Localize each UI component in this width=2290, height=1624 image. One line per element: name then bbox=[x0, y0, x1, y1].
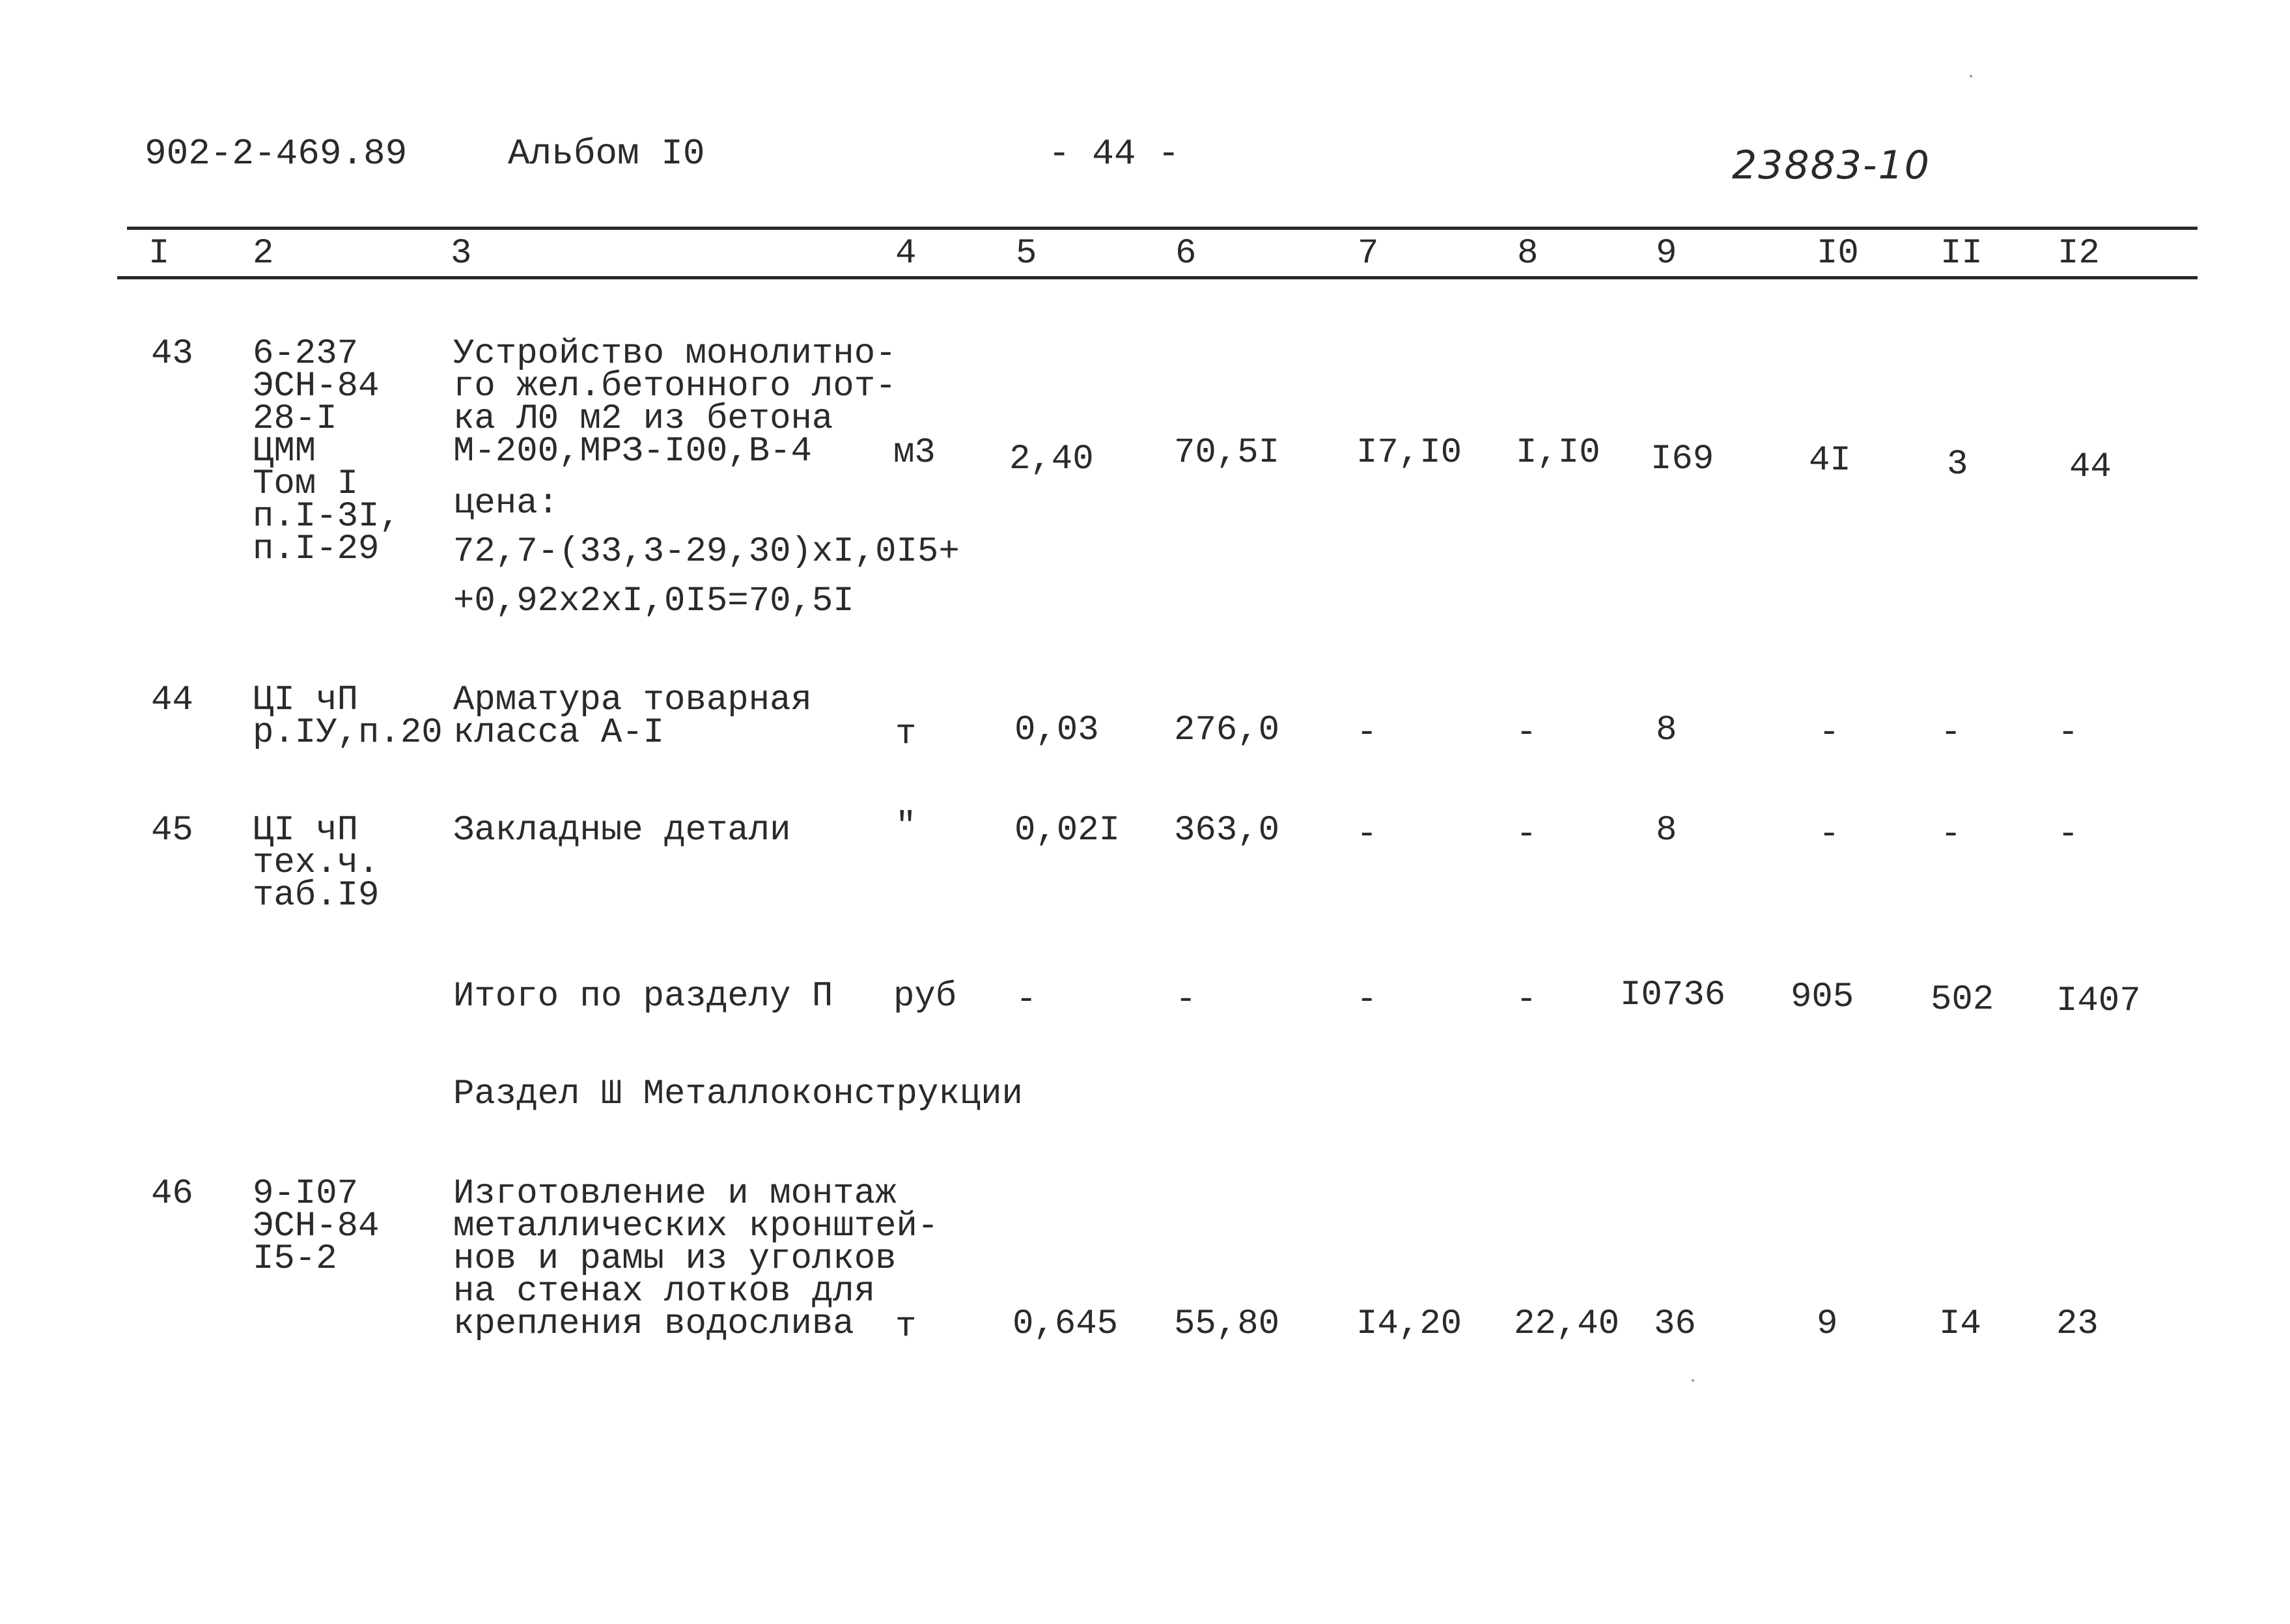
col8-cell: - bbox=[1516, 980, 1537, 1020]
col11-cell: - bbox=[1940, 713, 1962, 753]
quantity-cell: 0,02I bbox=[1014, 811, 1121, 850]
quantity-cell: - bbox=[1016, 980, 1037, 1020]
description-line: Арматура товарная bbox=[453, 680, 812, 720]
unit-price-cell: 55,80 bbox=[1174, 1304, 1280, 1344]
col8-cell: 22,40 bbox=[1514, 1304, 1620, 1344]
col8-cell: - bbox=[1516, 815, 1537, 854]
col11-cell: - bbox=[1940, 815, 1962, 854]
col11-cell: 502 bbox=[1931, 980, 1994, 1020]
code-line: ЦI чП bbox=[253, 680, 359, 720]
description-line: крепления водослива bbox=[453, 1304, 854, 1344]
column-number: 6 bbox=[1175, 234, 1197, 273]
unit-cell: " bbox=[895, 807, 917, 847]
scan-speck bbox=[1692, 1379, 1694, 1382]
description-line: го жел.бетонного лот- bbox=[453, 367, 897, 406]
col10-cell: - bbox=[1819, 815, 1840, 854]
album-label: Альбом I0 bbox=[508, 133, 705, 175]
unit-price-cell: 363,0 bbox=[1174, 811, 1280, 850]
code-line: 9-I07 bbox=[253, 1174, 359, 1214]
description-line: Устройство монолитно- bbox=[453, 334, 897, 374]
code-line: Том I bbox=[253, 464, 359, 504]
col12-cell: 23 bbox=[2056, 1304, 2099, 1344]
column-number: 9 bbox=[1656, 234, 1677, 273]
col7-cell: I7,I0 bbox=[1356, 433, 1462, 473]
unit-cell: т bbox=[895, 1307, 917, 1347]
price-note-line: цена: bbox=[453, 484, 559, 524]
col7-cell: I4,20 bbox=[1356, 1304, 1462, 1344]
description-line: Изготовление и монтаж bbox=[453, 1174, 897, 1214]
column-number: 8 bbox=[1517, 234, 1539, 273]
column-number: 2 bbox=[253, 234, 274, 273]
column-number: 7 bbox=[1358, 234, 1379, 273]
description-line: металлических кронштей- bbox=[453, 1207, 939, 1246]
column-number: II bbox=[1940, 234, 1983, 273]
archive-stamp-number: 23883-10 bbox=[1732, 143, 1931, 188]
column-number: 5 bbox=[1016, 234, 1037, 273]
code-line: таб.I9 bbox=[253, 876, 380, 916]
page-number: - 44 - bbox=[1048, 133, 1180, 175]
unit-cell: руб bbox=[893, 977, 957, 1016]
code-line: ЭСН-84 bbox=[253, 367, 380, 406]
total-cell: 36 bbox=[1654, 1304, 1696, 1344]
code-line: 28-I bbox=[253, 399, 337, 439]
total-cell: I69 bbox=[1651, 440, 1714, 479]
col10-cell: 9 bbox=[1817, 1304, 1838, 1344]
total-cell: 8 bbox=[1656, 811, 1677, 850]
col10-cell: 4I bbox=[1809, 441, 1851, 481]
unit-price-cell: 276,0 bbox=[1174, 710, 1280, 750]
document-code: 902-2-469.89 bbox=[145, 133, 408, 175]
col12-cell: 44 bbox=[2069, 447, 2112, 487]
column-number: I bbox=[148, 234, 170, 273]
code-line: р.IУ,п.20 bbox=[253, 713, 443, 753]
description-line: класса А-I bbox=[453, 713, 665, 753]
quantity-cell: 0,645 bbox=[1012, 1304, 1119, 1344]
column-number: I2 bbox=[2058, 234, 2100, 273]
code-line: ЭСН-84 bbox=[253, 1207, 380, 1246]
quantity-cell: 0,03 bbox=[1014, 710, 1099, 750]
code-line: п.I-3I, bbox=[253, 497, 400, 537]
description-line: М-200,МРЗ-I00,В-4 bbox=[453, 432, 812, 471]
col7-cell: - bbox=[1356, 713, 1378, 753]
row-number: 46 bbox=[151, 1174, 193, 1214]
col10-cell: 905 bbox=[1791, 977, 1854, 1017]
code-line: ЦММ bbox=[253, 432, 316, 471]
price-note-line: +0,92х2хI,0I5=70,5I bbox=[453, 581, 854, 621]
unit-price-cell: - bbox=[1175, 980, 1197, 1020]
scan-speck bbox=[1970, 75, 1972, 77]
header-top-rule bbox=[127, 227, 2198, 230]
col8-cell: I,I0 bbox=[1516, 433, 1600, 473]
unit-cell: т bbox=[895, 714, 917, 754]
code-line: п.I-29 bbox=[253, 529, 380, 569]
col7-cell: - bbox=[1356, 815, 1378, 854]
row-number: 44 bbox=[151, 680, 193, 720]
total-cell: 8 bbox=[1656, 710, 1677, 750]
description-line: ка Л0 м2 из бетона bbox=[453, 399, 833, 439]
code-line: ЦI чП bbox=[253, 811, 359, 850]
col12-cell: I407 bbox=[2056, 981, 2141, 1021]
col11-cell: I4 bbox=[1939, 1304, 1981, 1344]
column-number: 4 bbox=[895, 234, 917, 273]
code-line: I5-2 bbox=[253, 1239, 337, 1279]
col12-cell: - bbox=[2058, 713, 2079, 753]
header-bottom-rule bbox=[117, 276, 2198, 279]
col10-cell: - bbox=[1819, 713, 1840, 753]
total-cell: I0736 bbox=[1620, 975, 1726, 1015]
unit-price-cell: 70,5I bbox=[1174, 433, 1280, 473]
quantity-cell: 2,40 bbox=[1009, 440, 1094, 479]
col7-cell: - bbox=[1356, 980, 1378, 1020]
col11-cell: 3 bbox=[1947, 445, 1968, 484]
code-line: 6-237 bbox=[253, 334, 359, 374]
column-number: I0 bbox=[1817, 234, 1859, 273]
column-number: 3 bbox=[451, 234, 472, 273]
col12-cell: - bbox=[2058, 815, 2079, 854]
subtotal-label: Итого по разделу П bbox=[453, 977, 833, 1016]
description-line: на стенах лотков для bbox=[453, 1272, 876, 1311]
row-number: 43 bbox=[151, 334, 193, 374]
description-line: Закладные детали bbox=[453, 811, 791, 850]
description-line: нов и рамы из уголков bbox=[453, 1239, 897, 1279]
section-heading: Раздел Ш Металлоконструкции bbox=[453, 1074, 1023, 1114]
code-line: тех.ч. bbox=[253, 843, 380, 883]
unit-cell: м3 bbox=[893, 433, 936, 473]
price-note-line: 72,7-(33,3-29,30)хI,0I5+ bbox=[453, 532, 960, 572]
col8-cell: - bbox=[1516, 713, 1537, 753]
row-number: 45 bbox=[151, 811, 193, 850]
